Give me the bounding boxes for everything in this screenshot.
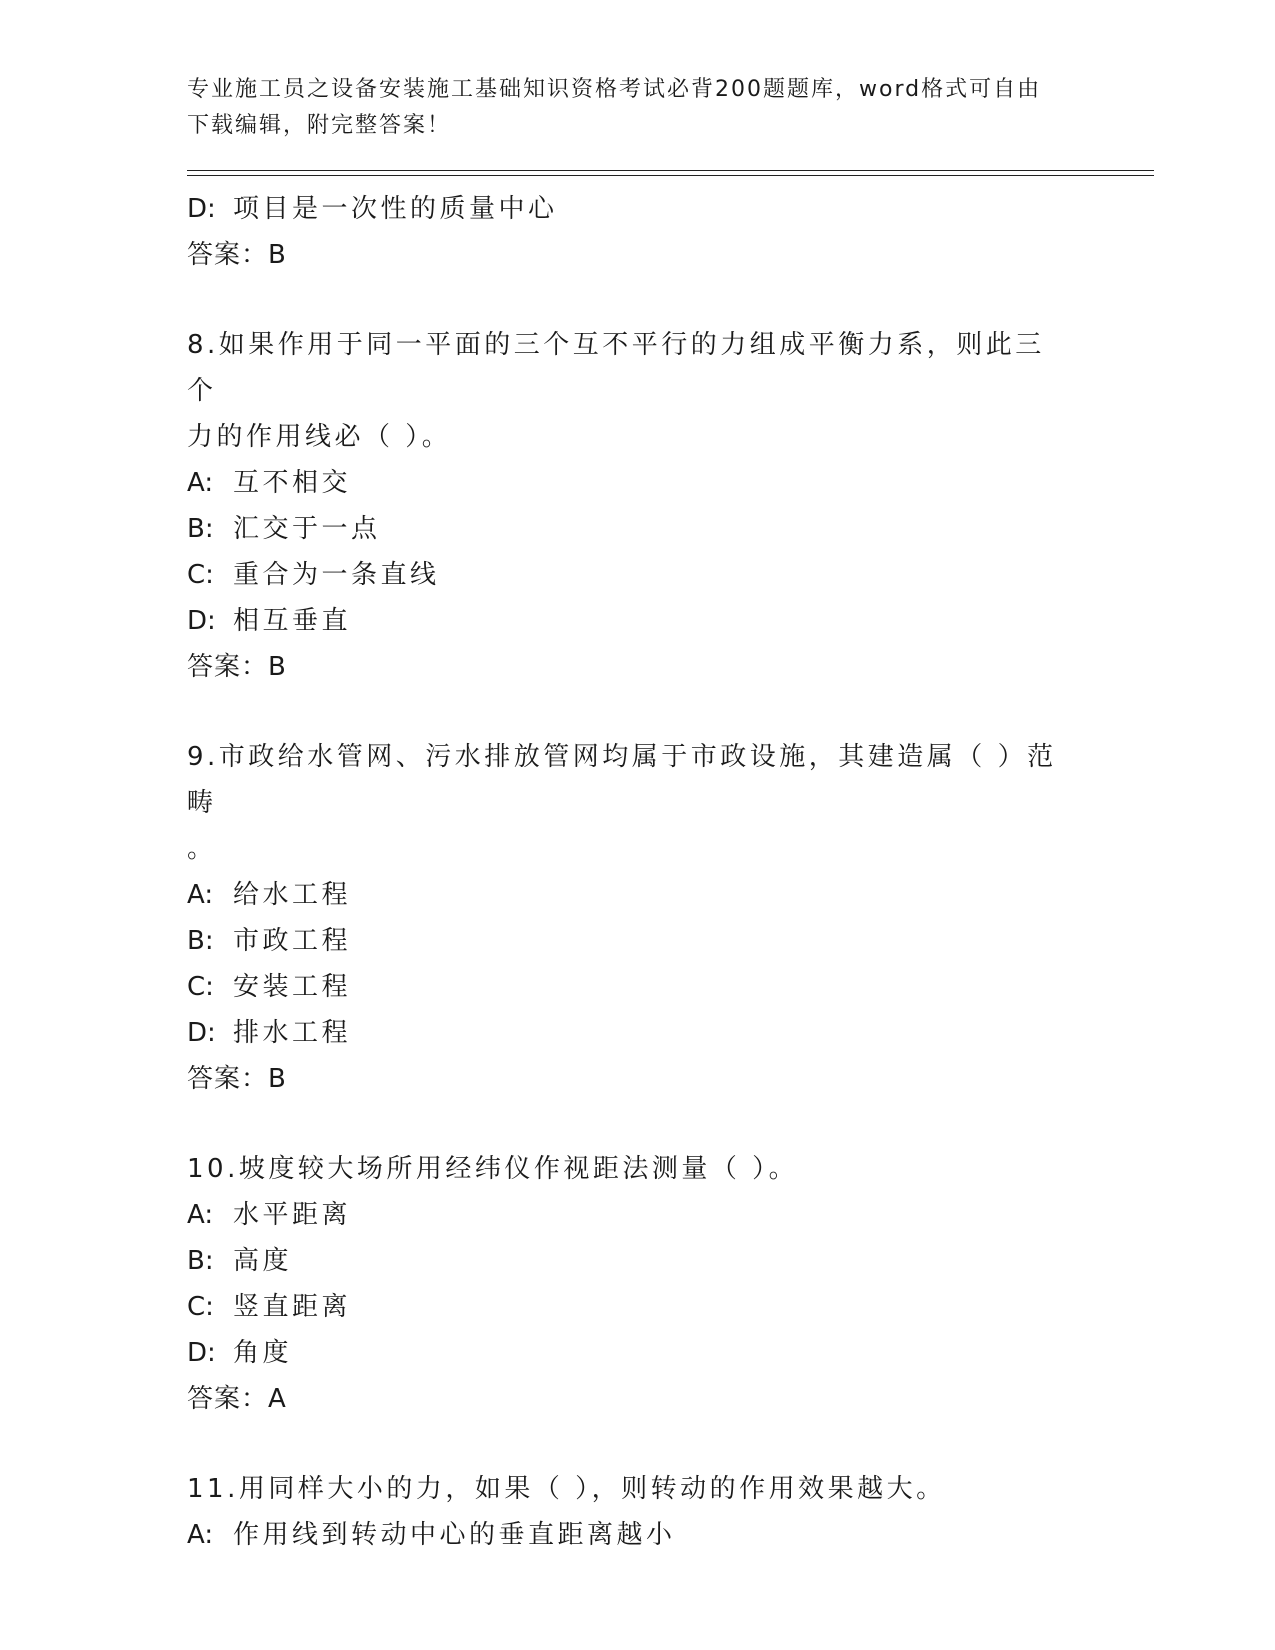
question-stem-line-2: 。 bbox=[187, 834, 217, 864]
option-b bbox=[187, 918, 1067, 964]
option-text: 市政工程 bbox=[233, 926, 352, 956]
option-key: C: bbox=[187, 560, 214, 590]
option-text: 竖直距离 bbox=[233, 1292, 352, 1322]
option-key: D: bbox=[187, 1018, 216, 1048]
option-key: D: bbox=[187, 1338, 216, 1368]
question-9 bbox=[187, 734, 1067, 1102]
option-text: 项目是一次性的质量中心 bbox=[233, 194, 558, 224]
question-stem-line-1: 8.如果作用于同一平面的三个互不平行的力组成平衡力系，则此三个 bbox=[187, 330, 1045, 406]
question-stem-line-1: 10.坡度较大场所用经纬仪作视距法测量（ ）。 bbox=[187, 1154, 799, 1184]
option-c bbox=[187, 964, 1067, 1010]
option-key: A: bbox=[187, 1200, 214, 1230]
option-text: 相互垂直 bbox=[233, 606, 352, 636]
option-key: B: bbox=[187, 926, 214, 956]
header-line-2: 下载编辑，附完整答案！ bbox=[187, 113, 452, 138]
option-text: 水平距离 bbox=[233, 1200, 352, 1230]
option-text: 互不相交 bbox=[233, 468, 352, 498]
answer-line: 答案：B bbox=[187, 240, 287, 270]
question-8 bbox=[187, 322, 1067, 690]
option-key: D: bbox=[187, 606, 216, 636]
option-key: C: bbox=[187, 1292, 214, 1322]
header-line-1: 专业施工员之设备安装施工基础知识资格考试必背200题题库，word格式可自由 bbox=[187, 77, 1042, 102]
option-d bbox=[187, 1010, 1067, 1056]
option-text: 作用线到转动中心的垂直距离越小 bbox=[233, 1520, 676, 1550]
answer-line: 答案：A bbox=[187, 1384, 287, 1414]
option-text: 角度 bbox=[233, 1338, 293, 1368]
option-text: 排水工程 bbox=[233, 1018, 352, 1048]
option-b bbox=[187, 1238, 1067, 1284]
question-7-tail bbox=[187, 186, 1067, 278]
option-key: C: bbox=[187, 972, 214, 1002]
question-10 bbox=[187, 1146, 1067, 1422]
question-stem-line-2: 力的作用线必（ ）。 bbox=[187, 422, 452, 452]
answer-line: 答案：B bbox=[187, 1064, 287, 1094]
option-key: A: bbox=[187, 880, 214, 910]
option-text: 给水工程 bbox=[233, 880, 352, 910]
option-d bbox=[187, 1330, 1067, 1376]
option-key: A: bbox=[187, 1520, 214, 1550]
header-divider-bottom bbox=[187, 175, 1154, 176]
header-divider-top bbox=[187, 170, 1154, 171]
option-key: B: bbox=[187, 514, 214, 544]
document-header bbox=[187, 72, 1067, 144]
answer-line: 答案：B bbox=[187, 652, 287, 682]
option-key: D: bbox=[187, 194, 216, 224]
option-d bbox=[187, 598, 1067, 644]
option-a bbox=[187, 1512, 1067, 1558]
option-key: A: bbox=[187, 468, 214, 498]
option-a bbox=[187, 872, 1067, 918]
option-text: 高度 bbox=[233, 1246, 293, 1276]
option-a bbox=[187, 460, 1067, 506]
option-key: B: bbox=[187, 1246, 214, 1276]
question-list bbox=[187, 186, 1067, 1558]
option-text: 汇交于一点 bbox=[233, 514, 381, 544]
option-d bbox=[187, 186, 1067, 232]
option-a bbox=[187, 1192, 1067, 1238]
question-11 bbox=[187, 1466, 1067, 1558]
option-c bbox=[187, 1284, 1067, 1330]
option-c bbox=[187, 552, 1067, 598]
option-text: 安装工程 bbox=[233, 972, 352, 1002]
option-text: 重合为一条直线 bbox=[233, 560, 440, 590]
question-stem-line-1: 11.用同样大小的力，如果（ ），则转动的作用效果越大。 bbox=[187, 1474, 946, 1504]
question-stem-line-1: 9.市政给水管网、污水排放管网均属于市政设施，其建造属（ ）范畴 bbox=[187, 742, 1057, 818]
option-b bbox=[187, 506, 1067, 552]
